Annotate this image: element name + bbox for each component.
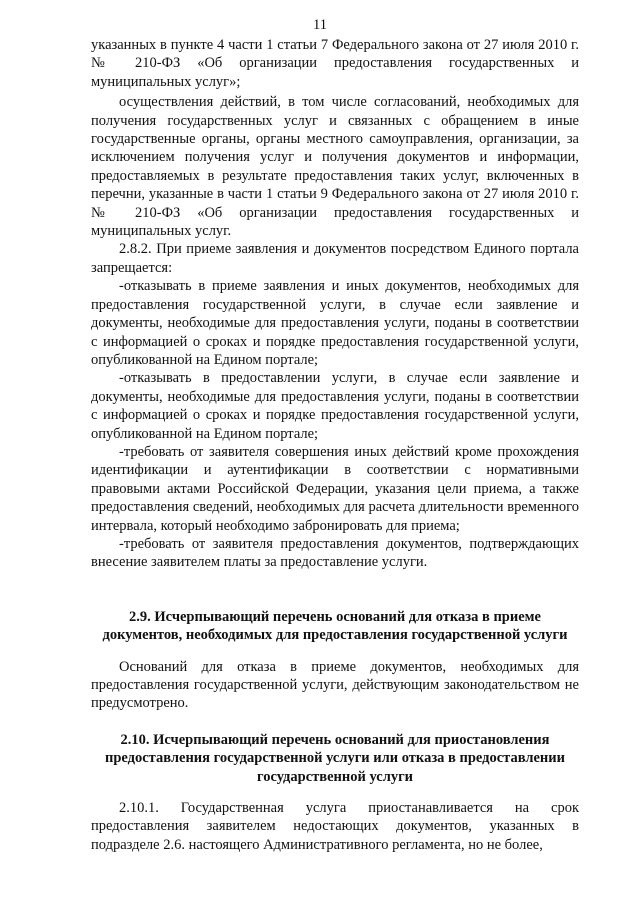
list-item-require-documents: -требовать от заявителя предоставления документов, подтверждающих внесение заявителем платы за предоставление услуги.	[91, 535, 579, 571]
section-heading-2-10: 2.10. Исчерпывающий перечень оснований для приостановления предоставления государственной услуги или отказа в предоставлении государственной услуги	[105, 731, 565, 785]
paragraph-2-8-2: 2.8.2. При приеме заявления и документов посредством Единого портала запрещается:	[91, 241, 579, 276]
list-item-refuse-acceptance: -отказывать в приеме заявления и иных документов, необходимых для предоставления государственной услуги, в случае если заявление и документы, необходимые для предоставления услуги, поданы в соответствии с информацией о сроках и порядке предоставления государственной услуги, опубликованной на Едином портале;	[91, 278, 579, 368]
paragraph-actions: осуществления действий, в том числе согласований, необходимых для получения государственных услуг и связанных с обращением в иные государственные органы, органы местного самоуправления, организации, за исключением получения услуг и получения документов и информации, предоставляемых в результате предоставления таких услуг, включенных в перечни, указанные в части 1 статьи 9 Федерального закона от 27 июля 2010 г. № 210-ФЗ «Об организации предоставления государственных и муниципальных услуг.	[91, 94, 579, 240]
page-number: 11	[313, 17, 327, 33]
section-text-2-9: Оснований для отказа в приеме документов, необходимых для предоставления государственной услуги, действующим законодательством не предусмотрено.	[91, 658, 579, 712]
document-body	[91, 36, 579, 854]
section-heading-2-9: 2.9. Исчерпывающий перечень оснований для отказа в приеме документов, необходимых для предоставления государственной услуги	[102, 608, 568, 644]
list-item-require-actions: -требовать от заявителя совершения иных действий кроме прохождения идентификации и аутентификации в соответствии с нормативными правовыми актами Российской Федерации, указания цели приема, а также предоставления сведений, необходимых для расчета длительности временного интервала, который необходимо забронировать для приема;	[91, 443, 579, 534]
paragraph-continuation: указанных в пункте 4 части 1 статьи 7 Федерального закона от 27 июля 2010 г. № 210-ФЗ «Об организации предоставления государственных и муниципальных услуг»;	[91, 37, 579, 90]
section-text-2-10-1: 2.10.1. Государственная услуга приостанавливается на срок предоставления заявителем недостающих документов, указанных в подразделе 2.6. настоящего Административного регламента, но не более,	[91, 800, 579, 853]
list-item-refuse-service: -отказывать в предоставлении услуги, в случае если заявление и документы, необходимые для предоставления услуги, поданы в соответствии с информацией о сроках и порядке предоставления государственной услуги, опубликованной на Едином портале;	[91, 370, 579, 442]
